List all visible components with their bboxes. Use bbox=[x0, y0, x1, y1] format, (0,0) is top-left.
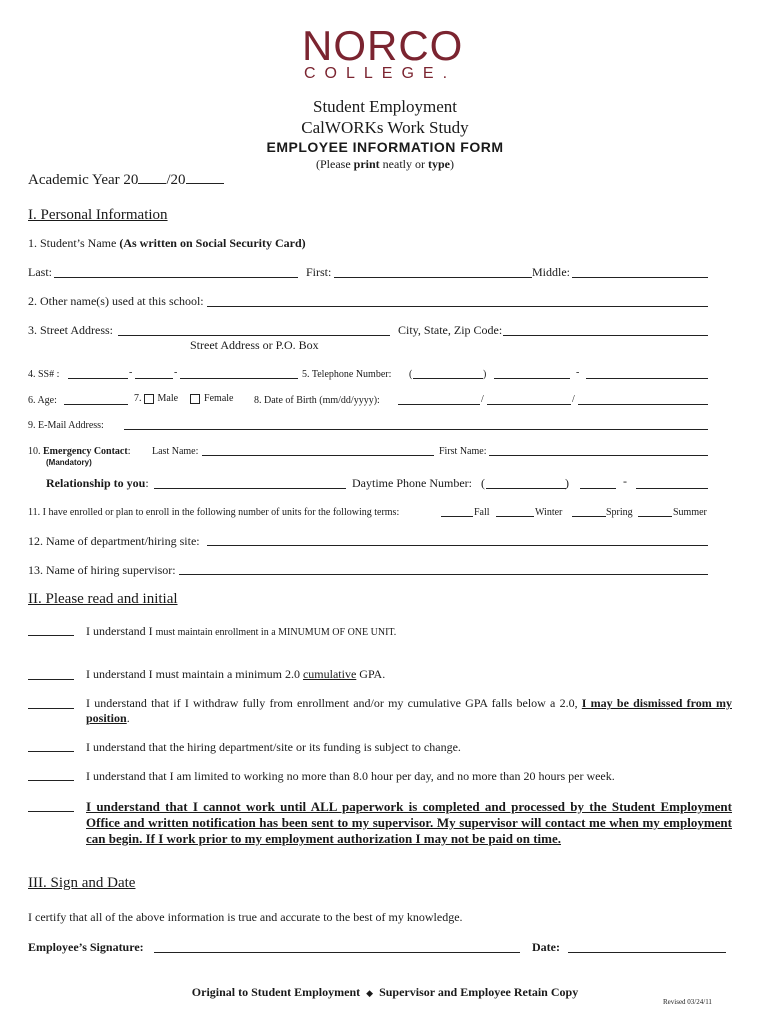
q11-label: 11. I have enrolled or plan to enroll in the following number of units for the following terms: bbox=[28, 507, 400, 518]
initial-1-text: I understand I must maintain enrollment in a MINUMUM OF ONE UNIT. bbox=[86, 624, 397, 638]
q6-label: 6. Age: bbox=[28, 395, 57, 406]
q7-gender: 7. Male Female bbox=[134, 393, 234, 404]
q13-label: 13. Name of hiring supervisor: bbox=[28, 563, 176, 577]
q3-label: 3. Street Address: bbox=[28, 323, 113, 337]
initial-6-text: I understand that I cannot work until ALL paperwork is completed and processed by the Student Employment Office and written notification has been sent to my supervisor. My supervisor will contact me when my employment can begin. If I work prior to my employment authorization I may not be paid on time. bbox=[86, 799, 732, 846]
other-names-field[interactable] bbox=[207, 306, 708, 307]
q10-label: 10. Emergency Contact: bbox=[28, 446, 131, 457]
winter-units-field[interactable] bbox=[496, 516, 534, 517]
q10-last-label: Last Name: bbox=[152, 446, 199, 457]
certify-text: I certify that all of the above information is true and accurate to the best of my knowledge. bbox=[28, 910, 463, 924]
female-checkbox[interactable] bbox=[190, 394, 200, 404]
daytime-area-field[interactable] bbox=[486, 488, 566, 489]
q1-label: 1. Student’s Name (As written on Social Security Card) bbox=[28, 236, 306, 250]
emergency-last-field[interactable] bbox=[202, 455, 434, 456]
q4-label: 4. SS# : bbox=[28, 369, 60, 380]
relationship-field[interactable] bbox=[154, 488, 346, 489]
last-name-field[interactable] bbox=[54, 277, 298, 278]
signature-label: Employee’s Signature: bbox=[28, 940, 144, 954]
footer-copies: Original to Student Employment ◆ Supervisor and Employee Retain Copy bbox=[191, 985, 579, 999]
q9-label: 9. E-Mail Address: bbox=[28, 420, 104, 431]
title-form: EMPLOYEE INFORMATION FORM bbox=[266, 139, 504, 155]
dob-month-field[interactable] bbox=[398, 404, 480, 405]
summer-label: Summer bbox=[673, 507, 707, 518]
date-label: Date: bbox=[532, 940, 560, 954]
ssn-part2-field[interactable] bbox=[135, 378, 173, 379]
daytime-line-field[interactable] bbox=[636, 488, 708, 489]
instruction: (Please print neatly or type) bbox=[316, 157, 454, 171]
dob-slash-2: / bbox=[572, 394, 575, 405]
phone-paren-open: ( bbox=[409, 369, 413, 380]
male-checkbox[interactable] bbox=[144, 394, 154, 404]
daytime-paren-open: ( bbox=[481, 476, 485, 490]
ssn-dash-1: - bbox=[129, 367, 133, 378]
title-student-employment: Student Employment bbox=[312, 97, 458, 116]
first-name-field[interactable] bbox=[334, 277, 532, 278]
spring-label: Spring bbox=[606, 507, 633, 518]
q2-label: 2. Other name(s) used at this school: bbox=[28, 294, 204, 308]
emergency-first-field[interactable] bbox=[489, 455, 708, 456]
date-field[interactable] bbox=[568, 952, 726, 953]
last-label: Last: bbox=[28, 265, 52, 279]
section-initial-heading: II. Please read and initial bbox=[28, 591, 178, 607]
dob-year-field[interactable] bbox=[578, 404, 708, 405]
logo-norco: NORCO bbox=[302, 22, 464, 69]
mandatory-note: (Mandatory) bbox=[46, 458, 92, 467]
street-address-field[interactable] bbox=[118, 335, 390, 336]
initial-1-field[interactable] bbox=[28, 635, 74, 636]
academic-year-label: Academic Year 20 /20 bbox=[28, 172, 224, 189]
dob-slash-1: / bbox=[481, 394, 484, 405]
q10-first-label: First Name: bbox=[439, 446, 487, 457]
initial-3-field[interactable] bbox=[28, 708, 74, 709]
initial-3-text: I understand that if I withdraw fully from enrollment and/or my cumulative GPA falls below a 2.0, I may be dismissed from my position. bbox=[86, 696, 732, 725]
section-personal-info-heading: I. Personal Information bbox=[28, 207, 168, 223]
middle-label: Middle: bbox=[532, 265, 570, 279]
initial-4-field[interactable] bbox=[28, 751, 74, 752]
ssn-dash-2: - bbox=[174, 367, 178, 378]
phone-line-field[interactable] bbox=[586, 378, 708, 379]
dob-day-field[interactable] bbox=[487, 404, 571, 405]
age-field[interactable] bbox=[64, 404, 128, 405]
daytime-dash: - bbox=[623, 474, 627, 488]
summer-units-field[interactable] bbox=[638, 516, 672, 517]
q8-label: 8. Date of Birth (mm/dd/yyyy): bbox=[254, 395, 380, 406]
ssn-part3-field[interactable] bbox=[180, 378, 298, 379]
email-field[interactable] bbox=[124, 429, 708, 430]
daytime-phone-label: Daytime Phone Number: bbox=[352, 476, 472, 490]
phone-prefix-field[interactable] bbox=[494, 378, 570, 379]
initial-6-field[interactable] bbox=[28, 811, 74, 812]
logo-college: COLLEGE. bbox=[304, 65, 457, 82]
street-hint: Street Address or P.O. Box bbox=[190, 338, 319, 352]
initial-2-field[interactable] bbox=[28, 679, 74, 680]
daytime-prefix-field[interactable] bbox=[580, 488, 616, 489]
city-label: City, State, Zip Code: bbox=[398, 323, 503, 337]
signature-field[interactable] bbox=[154, 952, 520, 953]
revised-date: Revised 03/24/11 bbox=[663, 998, 712, 1006]
spring-units-field[interactable] bbox=[572, 516, 606, 517]
section-sign-heading: III. Sign and Date bbox=[28, 875, 136, 891]
daytime-paren-close: ) bbox=[565, 476, 569, 490]
q5-label: 5. Telephone Number: bbox=[302, 369, 392, 380]
initial-2-text: I understand I must maintain a minimum 2.0 cumulative GPA. bbox=[86, 667, 386, 681]
initial-4-text: I understand that the hiring department/site or its funding is subject to change. bbox=[86, 740, 461, 754]
winter-label: Winter bbox=[535, 507, 563, 518]
q12-label: 12. Name of department/hiring site: bbox=[28, 534, 200, 548]
city-state-zip-field[interactable] bbox=[503, 335, 708, 336]
supervisor-field[interactable] bbox=[179, 574, 708, 575]
initial-5-field[interactable] bbox=[28, 780, 74, 781]
phone-paren-close: ) bbox=[483, 369, 487, 380]
initial-5-text: I understand that I am limited to working no more than 8.0 hour per day, and no more than 20 hours per week. bbox=[86, 769, 615, 783]
middle-name-field[interactable] bbox=[572, 277, 708, 278]
title-calworks: CalWORKs Work Study bbox=[301, 118, 469, 137]
phone-dash: - bbox=[576, 367, 580, 378]
diamond-icon: ◆ bbox=[366, 988, 374, 998]
fall-label: Fall bbox=[474, 507, 490, 518]
ssn-part1-field[interactable] bbox=[68, 378, 128, 379]
phone-area-field[interactable] bbox=[413, 378, 483, 379]
relationship-label: Relationship to you: bbox=[46, 476, 149, 490]
department-field[interactable] bbox=[207, 545, 708, 546]
fall-units-field[interactable] bbox=[441, 516, 473, 517]
first-label: First: bbox=[306, 265, 332, 279]
